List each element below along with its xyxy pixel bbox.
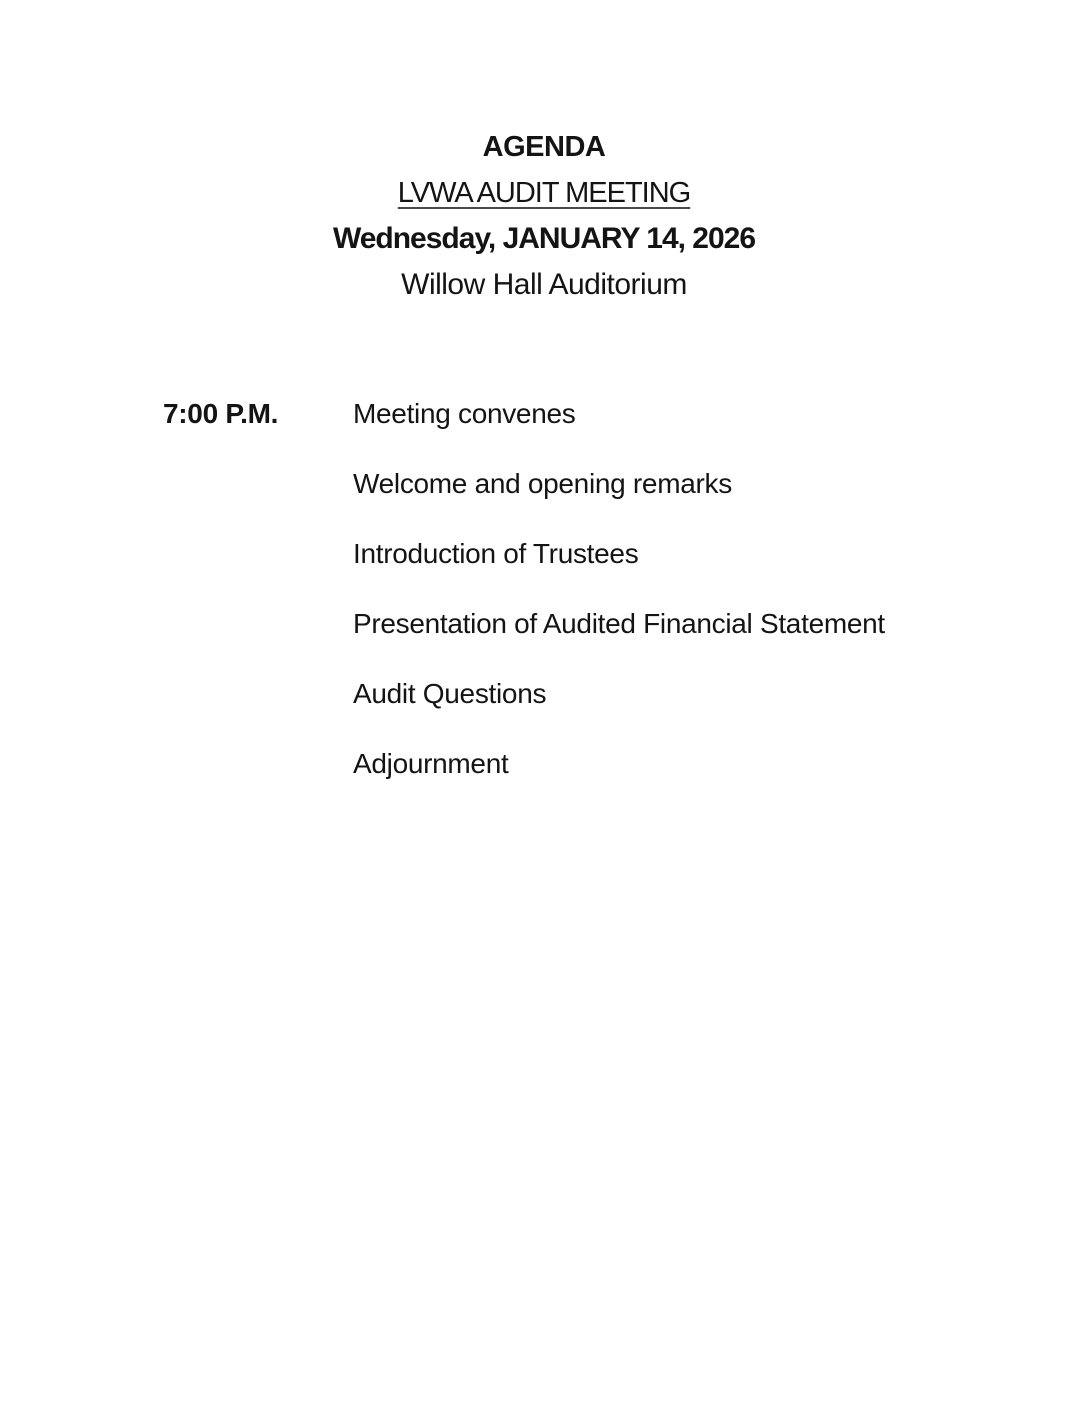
activity-cell: Presentation of Audited Financial Statement — [353, 608, 885, 639]
schedule-row — [163, 537, 1088, 571]
meeting-date: Wednesday, JANUARY 14, 2026 — [332, 222, 756, 255]
meeting-location: Willow Hall Auditorium — [401, 268, 687, 301]
activity-cell: Introduction of Trustees — [353, 538, 639, 569]
schedule-row — [163, 677, 1088, 711]
time-cell: 7:00 P.M. — [163, 398, 279, 429]
schedule-row — [163, 607, 1088, 641]
doc-title: AGENDA — [482, 131, 606, 163]
activity-cell: Welcome and opening remarks — [353, 468, 732, 499]
meeting-name: LVWA AUDIT MEETING — [397, 177, 691, 209]
activity-cell: Adjournment — [353, 748, 509, 779]
schedule-row — [163, 747, 1088, 781]
schedule-row — [163, 467, 1088, 501]
agenda-header — [0, 124, 1088, 308]
schedule — [163, 397, 1088, 781]
activity-cell: Audit Questions — [353, 678, 547, 709]
activity-cell: Meeting convenes — [353, 398, 576, 429]
schedule-row — [163, 397, 1088, 431]
